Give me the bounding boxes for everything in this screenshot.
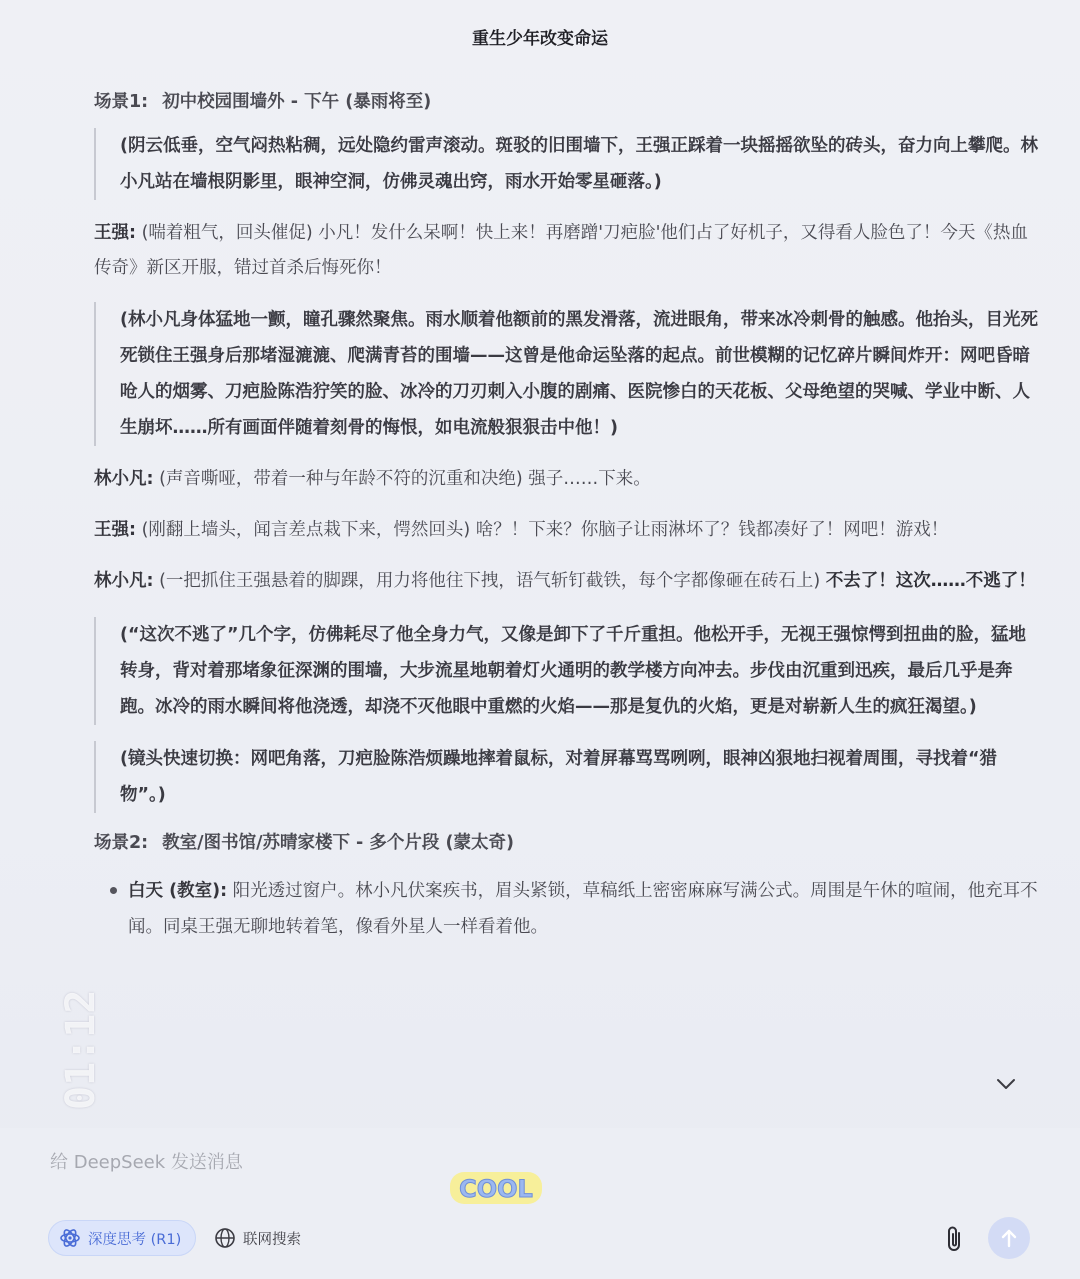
dialog-text: (喘着粗气，回头催促) 小凡！发什么呆啊！快上来！再磨蹭'刀疤脸'他们占了好机子，又得看人脸色了！今天《热血传奇》新区开服，错过首杀后悔死你！ [94,223,1028,278]
send-button[interactable] [988,1217,1030,1259]
dialog-line [94,564,1038,599]
speaker-name: 王强: [94,520,136,540]
page-title: 重生少年改变命运 [472,29,608,49]
stage-direction: (阴云低垂，空气闷热粘稠，远处隐约雷声滚动。斑驳的旧围墙下，王强正踩着一块摇摇欲坠的砖头，奋力向上攀爬。林小凡站在墙根阴影里，眼神空洞，仿佛灵魂出窍，雨水开始零星砸落。) [94,128,1038,200]
atom-icon [59,1227,81,1249]
message-content [94,86,1038,945]
time-watermark: 01:12 [58,989,104,1110]
scroll-to-bottom-button[interactable] [986,1064,1026,1104]
scene-label: 场景1: [94,92,149,112]
bullet-dot [110,887,117,894]
speaker-name: 林小凡: [94,571,154,591]
scene-heading [94,827,1038,859]
list-item [108,873,1038,945]
speaker-name: 王强: [94,223,136,243]
scene-heading [94,86,1038,118]
speaker-name: 林小凡: [94,469,154,489]
dialog-text: (一把抓住王强悬着的脚踝，用力将他往下拽，语气斩钉截铁，每个字都像砸在砖石上) [159,571,821,591]
dialog-emphasis: 不去了！这次……不逃了！ [825,571,1036,591]
bullet-list [108,873,1038,945]
globe-icon [214,1227,236,1249]
scene-text: 教室/图书馆/苏晴家楼下 - 多个片段 (蒙太奇) [162,833,515,853]
dialog-line [94,462,1038,497]
paperclip-icon [943,1224,965,1254]
attach-button[interactable] [938,1222,970,1256]
cool-sticker [448,1168,544,1208]
stage-direction: (镜头快速切换：网吧角落，刀疤脸陈浩烦躁地摔着鼠标，对着屏幕骂骂咧咧，眼神凶狠地扫视着周围，寻找着“猎物”。) [94,741,1038,813]
dialog-line [94,513,1038,548]
scene-label: 场景2: [94,833,149,853]
stage-direction: (林小凡身体猛地一颤，瞳孔骤然聚焦。雨水顺着他额前的黑发滑落，流进眼角，带来冰冷刺骨的触感。他抬头，目光死死锁住王强身后那堵湿漉漉、爬满青苔的围墙——这曾是他命运坠落的起点。前世模糊的记忆碎片瞬间炸开：网吧昏暗呛人的烟雾、刀疤脸陈浩狞笑的脸、冰冷的刀刃刺入小腹的剧痛、医院惨白的天花板、父母绝望的哭喊、学业中断、人生崩坏……所有画面伴随着刻骨的悔恨，如电流般狠狠击中他！) [94,302,1038,446]
stage-direction: (“这次不逃了”几个字，仿佛耗尽了他全身力气，又像是卸下了千斤重担。他松开手，无视王强惊愕到扭曲的脸，猛地转身，背对着那堵象征深渊的围墙，大步流星地朝着灯火通明的教学楼方向冲去。步伐由沉重到迅疾，最后几乎是奔跑。冰冷的雨水瞬间将他浇透，却浇不灭他眼中重燃的火焰——那是复仇的火焰，更是对崭新人生的疯狂渴望。) [94,617,1038,725]
deep-think-label: 深度思考 (R1) [88,1231,182,1248]
message-input[interactable]: 给 DeepSeek 发送消息 [50,1152,243,1173]
web-search-toggle[interactable] [204,1220,315,1256]
dialog-text: (声音嘶哑，带着一种与年龄不符的沉重和决绝) 强子……下来。 [159,469,651,489]
scene-text: 初中校园围墙外 - 下午 (暴雨将至) [162,92,432,112]
arrow-up-icon [1000,1228,1018,1248]
deep-think-toggle[interactable] [48,1220,196,1256]
web-search-label: 联网搜索 [243,1231,301,1248]
bullet-label: 白天 (教室): [128,881,228,901]
bullet-text: 阳光透过窗户。林小凡伏案疾书，眉头紧锁，草稿纸上密密麻麻写满公式。周围是午休的喧闹，他充耳不闻。同桌王强无聊地转着笔，像看外星人一样看着他。 [128,881,1038,937]
dialog-text: (刚翻上墙头，闻言差点栽下来，愕然回头) 啥？！下来？你脑子让雨淋坏了？钱都凑好了！网吧！游戏！ [141,520,949,540]
chevron-down-icon [996,1078,1016,1090]
sticker-text: COOL [459,1175,533,1203]
dialog-line [94,216,1038,286]
